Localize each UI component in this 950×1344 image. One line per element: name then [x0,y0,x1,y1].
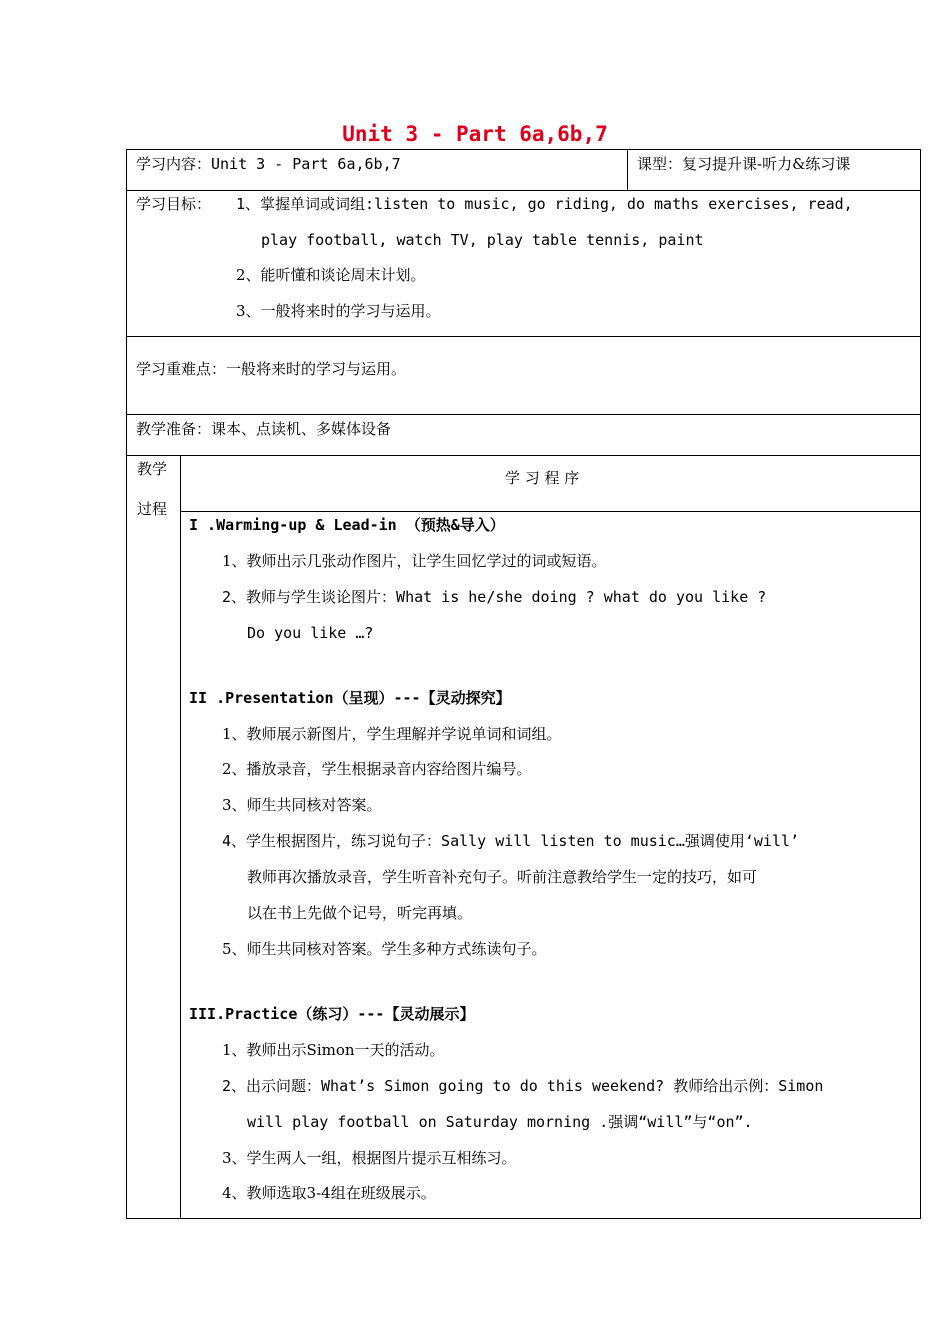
section-heading: III.Practice（练习）---【灵动展示】 [189,1005,475,1023]
process-label: 过程 [137,500,168,518]
table-border-left [126,149,127,1219]
objective-item: 2、能听懂和谈论周末计划。 [236,266,426,284]
objective-item: 3、一般将来时的学习与运用。 [236,302,441,320]
row-line [126,455,921,456]
row-line [126,190,921,191]
study-content: 学习内容：Unit 3 - Part 6a,6b,7 [136,155,401,173]
row-line [126,336,921,337]
table-border-right [920,149,921,1219]
list-item: will play football on Saturday morning .强调“will”与“on”. [247,1113,753,1131]
process-divider [180,455,181,1219]
process-label: 教学 [137,460,168,478]
table-border-bottom [126,1218,921,1219]
list-item: 2、教师与学生谈论图片：What is he/she doing ? what do you like ? [222,588,767,606]
key-points: 学习重难点：一般将来时的学习与运用。 [136,360,407,378]
list-item: 1、教师出示Simon一天的活动。 [222,1041,445,1059]
list-item: 4、学生根据图片，练习说句子：Sally will listen to music…强调使用‘will’ [222,832,800,850]
objective-item: play football, watch TV, play table tennis, paint [261,231,704,249]
page-title: Unit 3 - Part 6a,6b,7 [342,122,608,146]
preparation: 教学准备：课本、点读机、多媒体设备 [136,420,392,438]
list-item: Do you like …? [247,624,374,642]
table-border-top [126,149,921,150]
list-item: 3、师生共同核对答案。 [222,796,382,814]
row-line [126,414,921,415]
process-heading: 学 习 程 序 [505,469,580,487]
header-divider [627,149,628,190]
list-item: 教师再次播放录音，学生听音补充句子。听前注意教给学生一定的技巧，如可 [247,868,758,886]
list-item: 以在书上先做个记号，听完再填。 [247,904,473,922]
section-heading: II .Presentation（呈现）---【灵动探究】 [189,689,511,707]
list-item: 1、教师展示新图片，学生理解并学说单词和词组。 [222,725,562,743]
objective-item: 1、掌握单词或词组:listen to music, go riding, do maths exercises, read, [236,195,853,213]
list-item: 5、师生共同核对答案。学生多种方式练读句子。 [222,940,547,958]
list-item: 3、学生两人一组，根据图片提示互相练习。 [222,1149,517,1167]
list-item: 1、教师出示几张动作图片，让学生回忆学过的词或短语。 [222,552,607,570]
list-item: 4、教师选取3-4组在班级展示。 [222,1184,436,1202]
list-item: 2、播放录音，学生根据录音内容给图片编号。 [222,760,532,778]
objectives-label: 学习目标： [136,195,212,213]
list-item: 2、出示问题：What’s Simon going to do this weekend? 教师给出示例：Simon [222,1077,824,1095]
section-heading: I .Warming-up & Lead-in （预热&导入） [189,516,505,534]
lesson-type: 课型：复习提升课-听力&练习课 [637,155,851,173]
process-heading-line [180,511,921,512]
